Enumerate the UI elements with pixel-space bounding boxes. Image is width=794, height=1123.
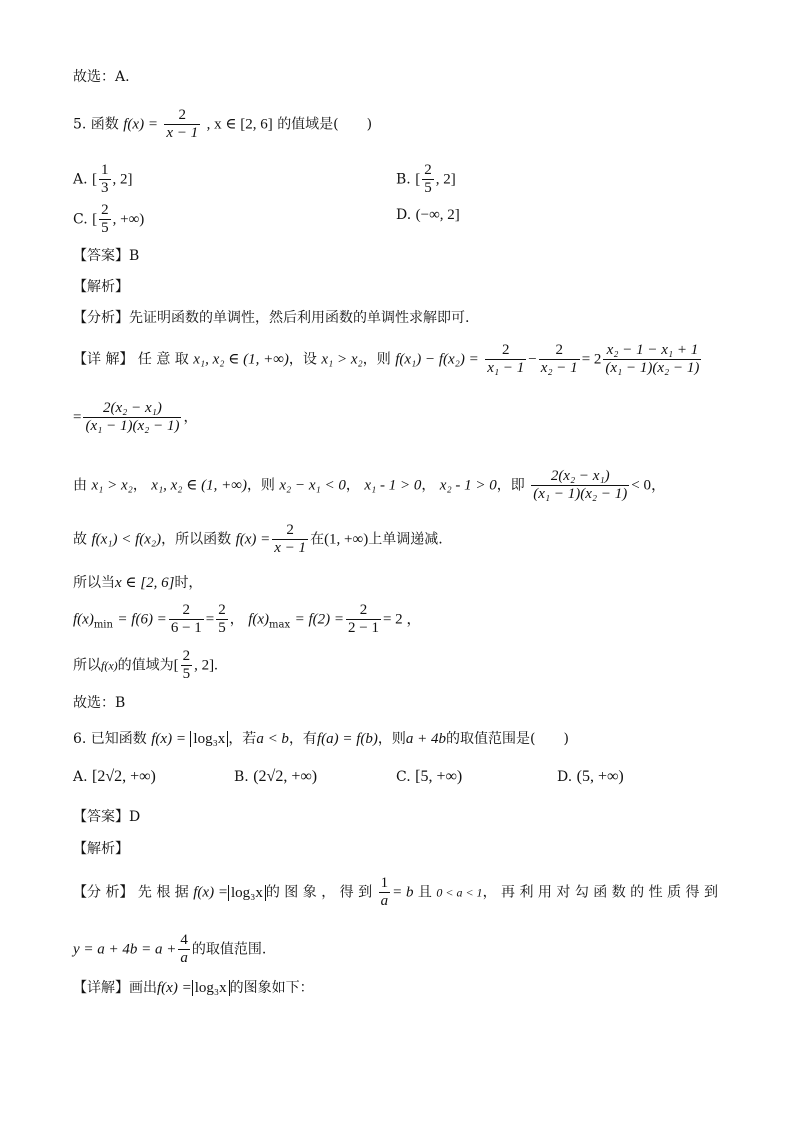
math: < 0， (631, 477, 666, 494)
text: 时， (174, 575, 203, 591)
option-text: [2√2, +∞) (92, 768, 156, 785)
text: 在 (310, 531, 325, 548)
frac-num: 4 (180, 932, 188, 948)
frac (603, 342, 701, 377)
q5-final-answer: 故选：B (73, 695, 126, 711)
q6-option-b[interactable] (234, 768, 317, 786)
text: 的取值范围是( ) (446, 731, 569, 747)
option-frac (422, 162, 434, 197)
subscript: max (269, 619, 291, 631)
detail-tag: 【详 解】 (73, 351, 134, 368)
text: ，则 (362, 351, 391, 368)
frac-den: (x₁ − 1)(x₂ − 1) (533, 486, 628, 502)
frac-num: 1 (380, 875, 389, 891)
option-text: (5, +∞) (576, 768, 624, 785)
math: = f(6) = (117, 611, 167, 628)
q5-detail-line-5 (73, 572, 202, 592)
option-open: [ (92, 211, 98, 228)
option-label: C. (396, 769, 411, 785)
math: f(x) = (151, 731, 186, 747)
math: f(x) = (193, 884, 228, 901)
text: ，所以函数 (161, 531, 232, 548)
frac-den: 5 (101, 220, 109, 236)
frac (539, 342, 580, 377)
math: f(x₁) < f(x₂) (91, 531, 162, 548)
q6-analysis-tag: 【解析】 (73, 841, 129, 857)
q5-detail-line-7 (73, 648, 218, 683)
math: x₂ - 1 > 0 (439, 477, 497, 494)
math: f(x) (248, 611, 270, 628)
q5-prefix: 5. 函数 (73, 116, 119, 133)
math: f(x) = (235, 531, 271, 548)
text: 6. 已知函数 (73, 731, 147, 747)
q5-frac-den: x − 1 (166, 125, 199, 141)
option-label: C. (73, 211, 88, 228)
math: = 2 (581, 351, 602, 368)
option-text: (−∞, 2] (415, 207, 460, 223)
math: x₁ > x₂ (91, 477, 133, 494)
math: x₁, x₂ ∈ (1, +∞) (193, 351, 289, 368)
math: f(x) = (157, 980, 192, 996)
math: y = a + 4b = a + (73, 941, 177, 958)
math: x ∈ [2, 6] (115, 575, 175, 591)
text: 任 意 取 (137, 351, 189, 368)
text: 画出 (129, 980, 157, 996)
q5-option-a[interactable] (73, 162, 133, 197)
answer-tag: 【答案】 (73, 809, 129, 825)
frac-den: x − 1 (274, 540, 307, 556)
q6-option-c[interactable] (396, 768, 462, 786)
math: = (73, 409, 82, 426)
q5-answer (73, 245, 139, 265)
answer-value: D (129, 809, 141, 825)
option-close: , 2] (112, 171, 133, 188)
q6-detail-line-1 (73, 977, 314, 997)
option-frac (99, 162, 111, 197)
question-5-stem (73, 107, 372, 142)
math: − (528, 351, 537, 368)
text: ，有 (288, 731, 317, 747)
q5-fenxi (73, 307, 469, 327)
q5-analysis-tag: 【解析】 (73, 279, 129, 295)
text: ， (132, 477, 147, 494)
math: f(x₁) − f(x₂) = (395, 351, 479, 368)
text: 故 (73, 531, 87, 548)
option-close: , 2] (435, 171, 456, 188)
math: a < b (256, 731, 289, 747)
frac-num: 1 (101, 162, 109, 178)
math: x₁, x₂ ∈ (1, +∞) (151, 477, 247, 494)
q5-domain: , x ∈ [2, 6] (206, 116, 273, 133)
option-label: D. (396, 207, 412, 223)
frac-den: (x₁ − 1)(x₂ − 1) (85, 418, 180, 434)
text: ， 再 利 用 对 勾 函 数 的 性 质 得 到 (482, 884, 718, 901)
option-text: (2√2, +∞) (253, 768, 318, 785)
frac-den: a (180, 950, 188, 966)
option-label: A. (73, 171, 88, 188)
frac-den: 5 (424, 180, 432, 196)
frac-den: 5 (218, 620, 226, 636)
q5-detail-line-6 (73, 602, 421, 637)
text: 所以 (73, 657, 101, 674)
text: ， (183, 409, 198, 426)
option-label: B. (396, 171, 411, 188)
option-close: , +∞) (112, 211, 145, 228)
text: ， (229, 611, 244, 628)
q6-fenxi-line-1 (73, 875, 721, 910)
frac-den: x₂ − 1 (540, 360, 578, 376)
text: ， (345, 477, 360, 494)
frac (272, 522, 308, 557)
frac-den: 3 (101, 180, 109, 196)
math: x₁ - 1 > 0 (364, 477, 422, 494)
q6-option-d[interactable] (557, 768, 624, 786)
text: 的取值范围. (191, 941, 267, 958)
frac-den: x₁ − 1 (487, 360, 525, 376)
text: 由 (73, 477, 87, 494)
q5-suffix: 的值域是( ) (277, 116, 373, 133)
text: 的 图 象 ， 得 到 (265, 884, 373, 901)
abs-log: log₃x (228, 885, 266, 901)
frac-num: 2(x₂ − x₁) (83, 400, 181, 418)
answer-value: B (129, 248, 140, 264)
text: 的值域为 (117, 657, 174, 674)
frac (379, 875, 391, 910)
text: 所以当 (73, 575, 115, 591)
q6-fenxi-line-2 (73, 932, 266, 967)
text: 且 (417, 884, 432, 901)
frac (181, 648, 193, 683)
math: f(x) (73, 611, 94, 628)
frac-num: 2 (346, 602, 381, 620)
frac (346, 602, 381, 637)
option-text: [5, +∞) (415, 768, 463, 785)
math: a + 4b (405, 731, 446, 747)
frac (178, 932, 190, 967)
frac-num: 2 (169, 602, 204, 620)
option-label: B. (234, 769, 249, 785)
frac-num: 2 (218, 602, 226, 618)
abs-log: log₃x (190, 731, 228, 747)
q5-frac-num: 2 (164, 107, 200, 125)
q5-detail-line-3 (73, 468, 666, 503)
text: ，若 (228, 731, 257, 747)
frac-num: 2 (485, 342, 526, 360)
frac (531, 468, 629, 503)
frac-num: 2(x₂ − x₁) (531, 468, 629, 486)
fenxi-tag: 【分析】 (73, 310, 129, 326)
math: x₁ > x₂ (321, 351, 363, 368)
text: 先 根 据 (137, 884, 189, 901)
answer-tag: 【答案】 (73, 248, 129, 264)
option-frac (99, 202, 111, 237)
text: ，则 (377, 731, 406, 747)
text: ，设 (288, 351, 317, 368)
text: ， (421, 477, 436, 494)
frac-num: 2 (539, 342, 580, 360)
frac-num: 2 (182, 648, 191, 664)
math: f(a) = f(b) (316, 731, 378, 747)
frac-num: 2 (272, 522, 308, 540)
abs-log: log₃x (192, 980, 230, 996)
q5-detail-line-2 (73, 400, 197, 435)
q5-func-lhs: f(x) = (123, 116, 158, 133)
detail-tag: 【详解】 (73, 980, 129, 996)
text: ，则 (246, 477, 275, 494)
math: = b (392, 884, 414, 901)
q5-detail-line-1 (73, 342, 703, 377)
option-label: D. (557, 769, 573, 785)
frac-den: 6 − 1 (170, 620, 202, 636)
q5-detail-line-4 (73, 522, 443, 557)
math: 0 < a < 1 (436, 885, 483, 900)
option-open: [ (92, 171, 98, 188)
q5-option-b[interactable] (396, 162, 456, 197)
subscript: min (93, 619, 113, 631)
q6-answer (73, 806, 140, 826)
math: = f(2) = (294, 611, 344, 628)
q5-option-c[interactable] (73, 202, 144, 237)
q6-option-a[interactable] (73, 768, 156, 786)
frac-den: 5 (182, 666, 191, 682)
frac-num: x₂ − 1 − x₁ + 1 (603, 342, 701, 360)
frac-den: 2 − 1 (347, 620, 379, 636)
option-label: A. (73, 769, 88, 785)
math: , 2]. (194, 657, 218, 674)
frac-den: a (380, 893, 389, 909)
math: = (205, 611, 215, 628)
option-open: [ (415, 171, 421, 188)
fenxi-text: 先证明函数的单调性，然后利用函数的单调性求解即可. (129, 310, 470, 326)
frac (485, 342, 526, 377)
math: x₂ − x₁ < 0 (279, 477, 346, 494)
frac-num: 2 (101, 202, 109, 218)
question-6-stem (73, 728, 569, 748)
frac (216, 602, 228, 637)
math: = 2 ， (382, 611, 422, 628)
q5-fraction (164, 107, 200, 142)
frac-num: 2 (424, 162, 432, 178)
math: (1, +∞) (324, 531, 369, 548)
frac (169, 602, 204, 637)
math: f(x) (101, 658, 118, 673)
q5-option-d[interactable] (396, 207, 460, 224)
frac-den: (x₁ − 1)(x₂ − 1) (605, 360, 700, 376)
frac (83, 400, 181, 435)
fenxi-tag: 【分 析】 (73, 884, 134, 901)
previous-answer: 故选：A. (73, 69, 130, 85)
text: ，即 (496, 477, 525, 494)
text: 上单调递减. (368, 531, 443, 548)
math: [ (173, 657, 179, 674)
text: 的图象如下： (229, 980, 314, 996)
